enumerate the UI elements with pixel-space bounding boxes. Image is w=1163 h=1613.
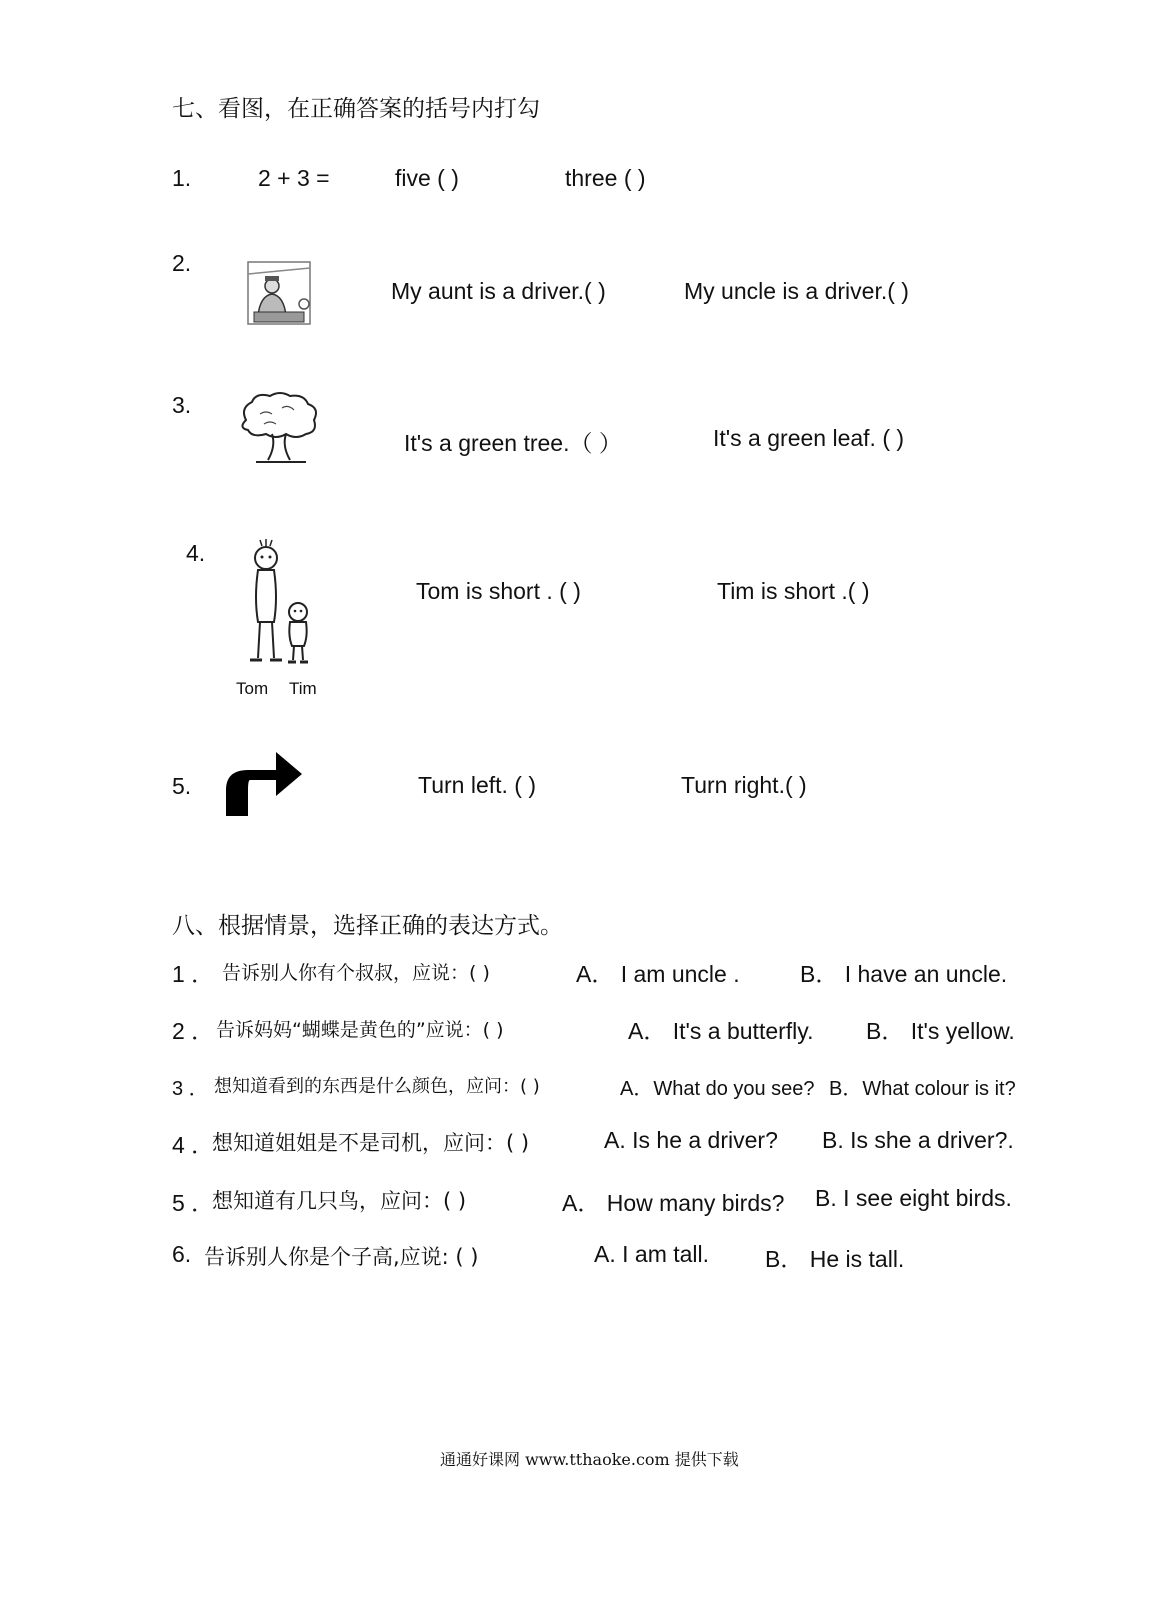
item-1-number: 1 ．	[172, 961, 215, 987]
question-5-option-a: Turn left. ( )	[418, 772, 536, 798]
item-3-prompt: 想知道看到的东西是什么颜色，应问：( )	[214, 1076, 540, 1097]
driver-picture-icon	[246, 258, 318, 330]
item-5-prompt: 想知道有几只鸟，应问：( )	[212, 1189, 467, 1213]
item-1-option-b: B． I have an uncle.	[800, 961, 1008, 987]
item-4-number: 4 ．	[172, 1132, 215, 1158]
question-4-option-b: Tim is short .( )	[717, 578, 870, 604]
question-5-option-b: Turn right.( )	[681, 772, 807, 798]
question-1-expression: 2 + 3 =	[258, 165, 330, 191]
question-1-option-b: three ( )	[565, 165, 646, 191]
label-tom: Tom	[236, 679, 269, 698]
question-1-option-a: five ( )	[395, 165, 459, 191]
item-2-prompt: 告诉妈妈“蝴蝶是黄色的”应说：( )	[216, 1019, 504, 1041]
item-3-number: 3 ．	[172, 1078, 209, 1100]
question-3-option-a: It's a green tree.（ ）	[404, 430, 622, 456]
question-2-option-a: My aunt is a driver.( )	[391, 278, 606, 304]
item-5-number: 5 ．	[172, 1190, 215, 1216]
question-2-option-b: My uncle is a driver.( )	[684, 278, 909, 304]
item-3-option-a: A．What do you see?	[620, 1078, 815, 1100]
item-2-option-a: A． It's a butterfly.	[628, 1018, 814, 1044]
item-2-number: 2 ．	[172, 1018, 215, 1044]
item-4-prompt: 想知道姐姐是不是司机，应问：( )	[212, 1131, 530, 1155]
question-3-option-b: It's a green leaf. ( )	[713, 425, 905, 451]
item-6-option-b: B． He is tall.	[765, 1246, 905, 1272]
item-5-option-b: B. I see eight birds.	[815, 1185, 1012, 1211]
turn-right-arrow-icon	[224, 750, 304, 818]
item-5-option-a: A． How many birds?	[562, 1190, 785, 1216]
item-3-option-b: B．What colour is it?	[829, 1078, 1016, 1100]
item-6-number: 6.	[172, 1241, 192, 1267]
label-tim: Tim	[289, 679, 317, 698]
item-2-option-b: B． It's yellow.	[866, 1018, 1015, 1044]
question-1-number: 1.	[172, 165, 192, 191]
question-4-option-a: Tom is short . ( )	[416, 578, 581, 604]
item-1-prompt: 告诉别人你有个叔叔，应说：( )	[222, 962, 490, 984]
question-4-number: 4.	[186, 540, 206, 566]
tree-picture-icon	[236, 390, 322, 466]
section-8-heading: 八、根据情景，选择正确的表达方式。	[172, 913, 563, 939]
item-1-option-a: A． I am uncle .	[576, 961, 740, 987]
tall-and-short-boys-picture-icon	[236, 538, 326, 668]
question-5-number: 5.	[172, 773, 192, 799]
page-footer: 通通好课网 www.tthaoke.com 提供下载	[440, 1450, 739, 1469]
item-6-prompt: 告诉别人你是个子高,应说: ( )	[204, 1245, 479, 1269]
question-3-number: 3.	[172, 392, 192, 418]
item-4-option-b: B. Is she a driver?.	[822, 1127, 1014, 1153]
item-4-option-a: A. Is he a driver?	[604, 1127, 778, 1153]
item-6-option-a: A. I am tall.	[594, 1241, 710, 1267]
question-2-number: 2.	[172, 250, 192, 276]
section-7-heading: 七、看图，在正确答案的括号内打勾	[172, 96, 540, 122]
